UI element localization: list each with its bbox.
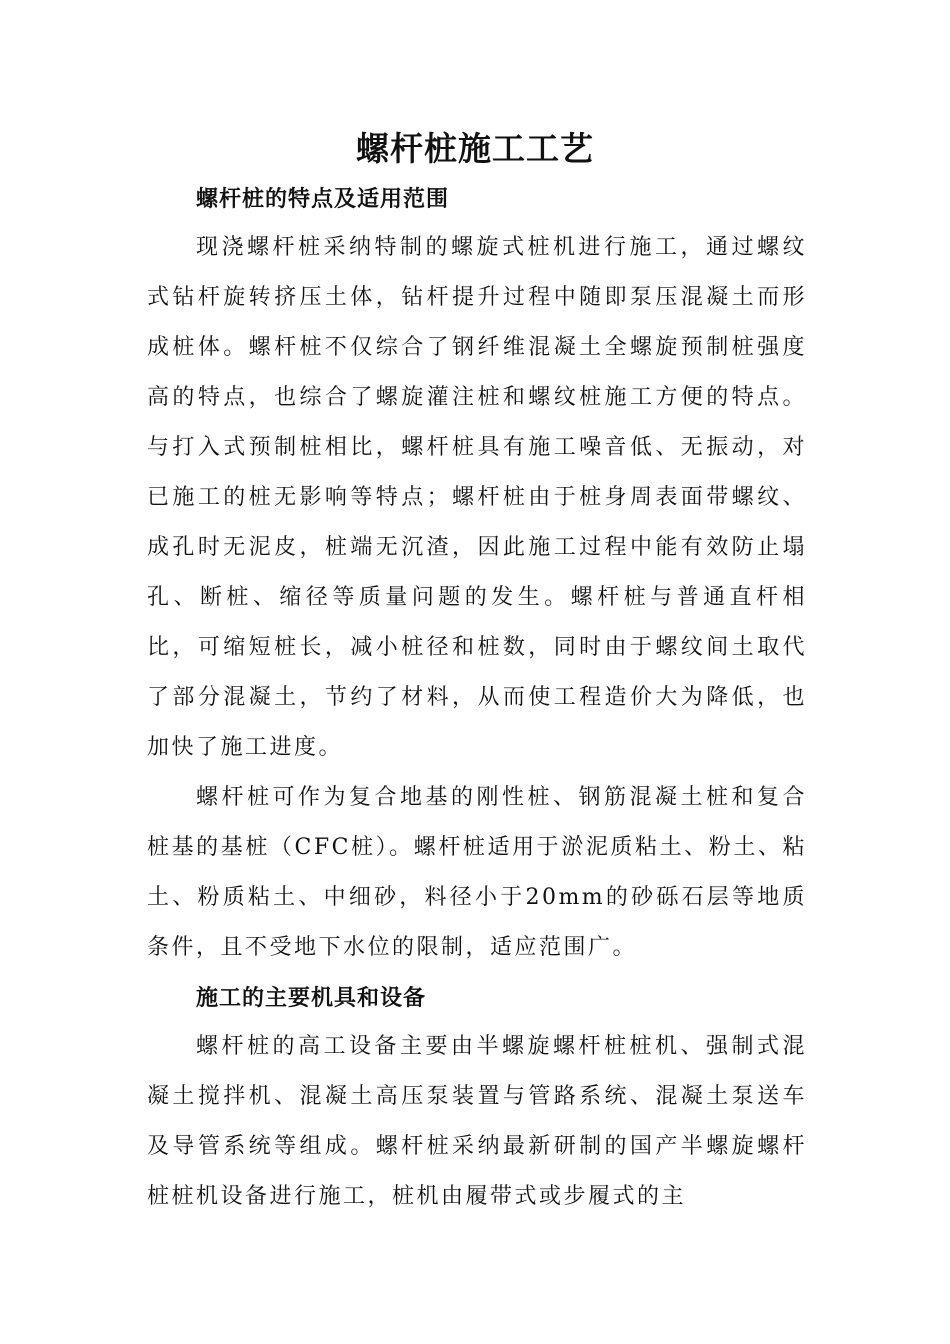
document-title: 螺杆桩施工工艺 [356, 129, 594, 168]
section-heading-features: 螺杆桩的特点及适用范围 [196, 186, 450, 212]
paragraph-equipment: 螺杆桩的高工设备主要由半螺旋螺杆桩桩机、强制式混凝土搅拌机、混凝土高压泵装置与管路系统、混凝土泵送车及导管系统等组成。螺杆桩采纳最新研制的国产半螺旋螺杆桩桩机设备进行施工，桩机由履带式或步履式的主 [147, 1034, 807, 1209]
section-heading-equipment: 施工的主要机具和设备 [196, 985, 427, 1011]
paragraph-applicability: 螺杆桩可作为复合地基的刚性桩、钢筋混凝土桩和复合桩基的基桩（CFC桩）。螺杆桩适用于淤泥质粘土、粉土、粘土、粉质粘土、中细砂，料径小于20mm的砂砾石层等地质条件，且不受地下水位的限制，适应范围广。 [147, 785, 807, 960]
paragraph-features: 现浇螺杆桩采纳特制的螺旋式桩机进行施工，通过螺纹式钻杆旋转挤压土体，钻杆提升过程中随即泵压混凝土而形成桩体。螺杆桩不仅综合了钢纤维混凝土全螺旋预制桩强度高的特点，也综合了螺旋灌注桩和螺纹桩施工方便的特点。与打入式预制桩相比，螺杆桩具有施工噪音低、无振动，对已施工的桩无影响等特点；螺杆桩由于桩身周表面带螺纹、成孔时无泥皮，桩端无沉渣，因此施工过程中能有效防止塌孔、断桩、缩径等质量问题的发生。螺杆桩与普通直杆相比，可缩短桩长，减小桩径和桩数，同时由于螺纹间土取代了部分混凝土，节约了材料，从而使工程造价大为降低，也加快了施工进度。 [147, 235, 807, 760]
